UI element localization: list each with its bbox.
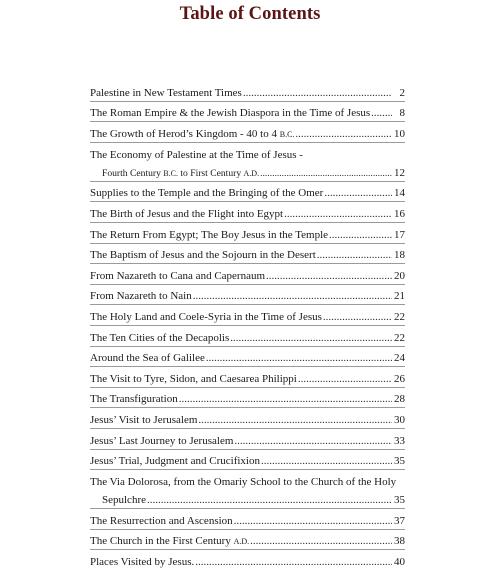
toc-entry-title: The Via Dolorosa, from the Omariy School to the Church of the Holy <box>90 476 397 489</box>
toc-entry[interactable] <box>90 285 405 306</box>
toc-entry[interactable] <box>90 367 405 388</box>
toc-entry-title: The Church in the First Century A.D. <box>90 535 250 548</box>
dot-leader <box>284 208 392 221</box>
toc-entry[interactable] <box>90 102 405 123</box>
toc-entry-title: Jesus’ Last Journey to Jerusalem <box>90 434 234 447</box>
toc-entry-page: 38 <box>394 535 405 548</box>
dot-leader <box>295 128 392 141</box>
toc-entry[interactable] <box>90 408 405 429</box>
toc-entry-page: 26 <box>394 372 405 385</box>
dot-leader <box>234 435 392 448</box>
page-title: Table of Contents <box>179 4 321 24</box>
toc-entry[interactable] <box>90 81 405 102</box>
toc-entry[interactable] <box>90 264 405 285</box>
toc-entry[interactable] <box>90 182 405 203</box>
toc-entry-page: 35 <box>394 494 405 507</box>
dot-leader <box>323 311 392 324</box>
toc-entry-page: 21 <box>394 290 405 303</box>
dot-leader <box>147 494 392 507</box>
toc-entry-title: From Nazareth to Cana and Capernaum <box>90 269 266 282</box>
dot-leader <box>193 290 392 303</box>
toc-entry-page: 22 <box>394 331 405 344</box>
toc-entry-title: From Nazareth to Nain <box>90 290 192 303</box>
toc-entry[interactable] <box>90 305 405 326</box>
toc-entry-page: 18 <box>394 249 405 262</box>
toc-entry-page: 8 <box>399 107 405 120</box>
era-label: B.C. <box>279 129 295 139</box>
toc-entry-title: The Birth of Jesus and the Flight into Egypt <box>90 207 284 220</box>
toc-entry[interactable] <box>90 223 405 244</box>
dot-leader <box>179 393 392 406</box>
toc-entry[interactable] <box>90 326 405 347</box>
toc-entry[interactable] <box>90 347 405 368</box>
dot-leader <box>371 107 392 120</box>
toc-entry-title: The Growth of Herod’s Kingdom - 40 to 4 B.C. <box>90 127 295 140</box>
dot-leader <box>261 455 392 468</box>
dot-leader <box>243 87 392 100</box>
toc-entry-page: 2 <box>399 86 405 99</box>
era-label: A.D. <box>233 537 250 547</box>
toc-entry-page: 17 <box>394 228 405 241</box>
toc-entry[interactable] <box>90 202 405 223</box>
dot-leader <box>298 373 392 386</box>
toc-entry-subtitle: Fourth Century B.C. to First Century A.D. <box>102 167 260 179</box>
dot-leader <box>317 249 392 262</box>
toc-entry[interactable] <box>90 509 405 530</box>
dot-leader <box>230 332 392 345</box>
toc-entry-page: 28 <box>394 393 405 406</box>
toc-entry-page: 37 <box>394 514 405 527</box>
toc-entry-page: 14 <box>394 187 405 200</box>
dot-leader <box>195 556 392 569</box>
toc-entry-page: 33 <box>394 434 405 447</box>
toc-entry-title: The Roman Empire & the Jewish Diaspora in the Time of Jesus <box>90 107 371 120</box>
toc-entry[interactable] <box>90 244 405 265</box>
dot-leader <box>198 414 392 427</box>
toc-entry-page: 40 <box>394 555 405 568</box>
toc-entry-page: 35 <box>394 455 405 468</box>
toc-entry[interactable] <box>90 550 405 570</box>
toc-entry-page: 10 <box>394 127 405 140</box>
toc-entry-title: Places Visited by Jesus. <box>90 555 195 568</box>
dot-leader <box>206 352 392 365</box>
dot-leader <box>234 515 392 528</box>
toc-entry-title: The Ten Cities of the Decapolis <box>90 331 230 344</box>
toc-entry-title: The Transfiguration <box>90 393 178 406</box>
dot-leader <box>260 167 392 180</box>
toc-entry-page: 22 <box>394 310 405 323</box>
dot-leader <box>250 535 392 548</box>
toc-entry-title: Palestine in New Testament Times <box>90 86 242 99</box>
toc-entry[interactable] <box>90 450 405 471</box>
toc-entry[interactable] <box>90 429 405 450</box>
toc-entry-title: The Visit to Tyre, Sidon, and Caesarea Philippi <box>90 372 297 385</box>
dot-leader <box>329 229 392 242</box>
toc-entry-title: Jesus’ Visit to Jerusalem <box>90 413 198 426</box>
toc-entry-page: 20 <box>394 269 405 282</box>
toc-entry-title: Jesus’ Trial, Judgment and Crucifixion <box>90 455 260 468</box>
toc-entry-page: 30 <box>394 413 405 426</box>
toc-entry-page: 12 <box>394 166 405 179</box>
dot-leader <box>266 270 392 283</box>
table-of-contents <box>90 81 405 570</box>
toc-entry[interactable] <box>90 530 405 551</box>
toc-entry-subtitle: Sepulchre <box>102 494 146 507</box>
dot-leader <box>324 187 392 200</box>
toc-entry-title: The Return From Egypt; The Boy Jesus in the Temple <box>90 228 329 241</box>
toc-entry-page: 24 <box>394 352 405 365</box>
toc-entry-title: The Resurrection and Ascension <box>90 514 233 527</box>
toc-entry-title: The Holy Land and Coele-Syria in the Time of Jesus <box>90 310 322 323</box>
toc-entry-title: Around the Sea of Galilee <box>90 352 205 365</box>
toc-entry[interactable] <box>90 122 405 143</box>
toc-entry-title: The Baptism of Jesus and the Sojourn in the Desert <box>90 249 316 262</box>
toc-entry[interactable] <box>90 470 405 509</box>
toc-entry[interactable] <box>90 143 405 182</box>
toc-entry[interactable] <box>90 388 405 409</box>
toc-entry-page: 16 <box>394 207 405 220</box>
toc-entry-title: Supplies to the Temple and the Bringing of the Omer <box>90 187 324 200</box>
toc-entry-title: The Economy of Palestine at the Time of Jesus - <box>90 148 303 161</box>
